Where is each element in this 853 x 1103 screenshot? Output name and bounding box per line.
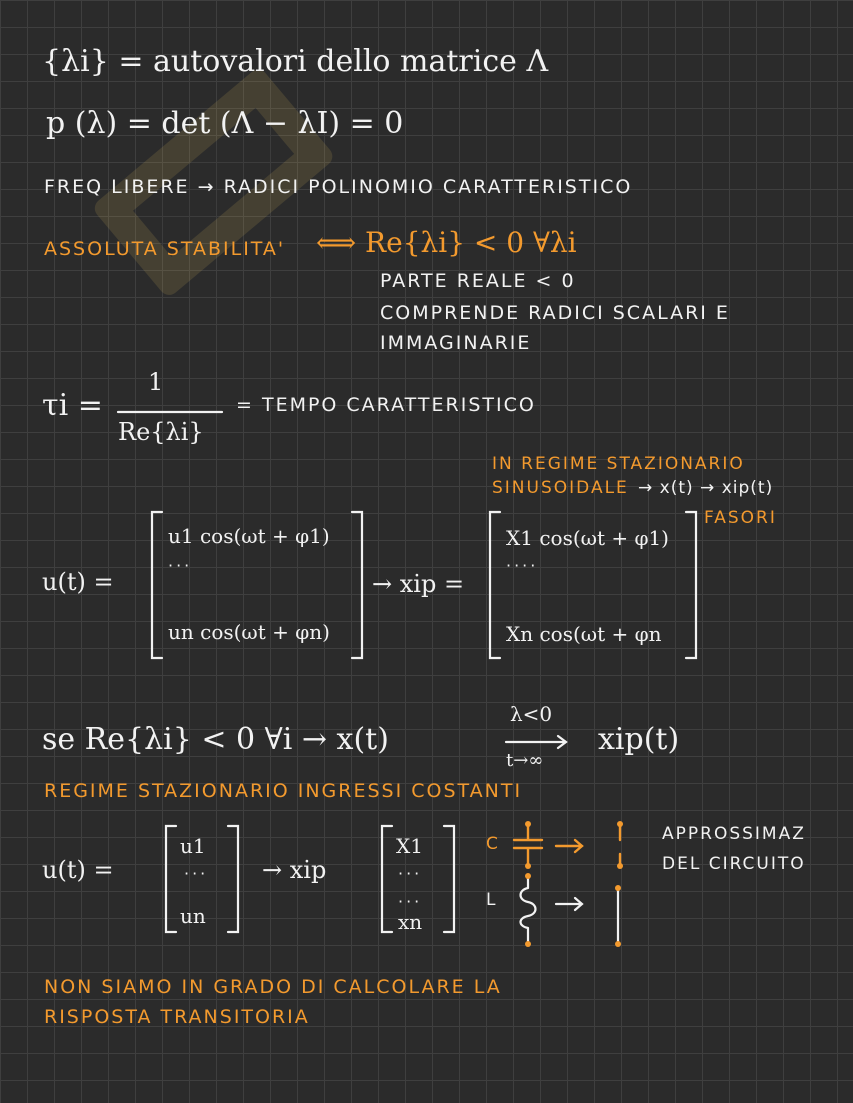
- open-circuit-dot-1: [617, 821, 623, 827]
- x-matrix-left-bracket: [490, 512, 500, 658]
- stability-condition: ⟺ Re{λi} < 0 ∀λi: [316, 226, 577, 259]
- inductor-arrow: [556, 898, 582, 910]
- phasors-label: FASORI: [704, 508, 777, 528]
- free-frequencies-line: FREQ LIBERE → RADICI POLINOMIO CARATTERISTICO: [44, 176, 633, 198]
- inductor-label: L: [486, 890, 498, 910]
- limit-condition-top: λ<0: [510, 702, 553, 726]
- capacitor-arrow: [556, 840, 582, 852]
- arrow-xip-2: → xip: [262, 856, 327, 884]
- u-row-1: u1 cos(ωt + φ1): [168, 524, 330, 548]
- real-part-note: PARTE REALE < 0: [380, 270, 576, 292]
- tau-numerator: 1: [148, 368, 164, 396]
- conclusion-line-2: RISPOSTA TRANSITORIA: [44, 1006, 310, 1028]
- u-of-t-lhs: u(t) =: [42, 568, 114, 596]
- capacitor-label: C: [486, 834, 500, 854]
- u2-left-bracket: [166, 826, 176, 932]
- u2-lhs: u(t) =: [42, 856, 114, 884]
- limit-arrow: [506, 736, 566, 748]
- u2-row-n: un: [180, 904, 206, 928]
- sinusoidal-label: SINUSOIDALE: [492, 478, 629, 498]
- short-circuit-dot-1: [615, 885, 621, 891]
- x-row-dots: ····: [506, 556, 539, 575]
- includes-roots-note: COMPRENDE RADICI SCALARI E: [380, 302, 730, 324]
- u-row-dots: ···: [168, 556, 193, 575]
- characteristic-polynomial: p (λ) = det (Λ − λI) = 0: [46, 106, 404, 141]
- capacitor-dot-1: [525, 821, 531, 827]
- x-row-n: Xn cos(ωt + φn: [506, 622, 662, 646]
- u-matrix-left-bracket: [152, 512, 162, 658]
- capacitor-symbol: [514, 824, 542, 866]
- x-matrix-right-bracket: [686, 512, 696, 658]
- x2-row-1: X1: [396, 834, 423, 858]
- open-circuit-dot-2: [617, 863, 623, 869]
- x-row-1: X1 cos(ωt + φ1): [506, 526, 669, 550]
- approximation-label-2: DEL CIRCUITO: [662, 854, 806, 874]
- limit-result: xip(t): [598, 722, 680, 757]
- convergence-condition: se Re{λi} < 0 ∀i → x(t): [42, 722, 389, 757]
- u-row-n: un cos(ωt + φn): [168, 620, 330, 644]
- u2-row-dots: ···: [184, 864, 209, 883]
- x2-row-dots-2: ···: [398, 892, 423, 911]
- inductor-dot-1: [525, 873, 531, 879]
- tau-denominator: Re{λi}: [118, 418, 204, 446]
- inductor-symbol: [521, 876, 536, 944]
- inductor-dot-2: [525, 941, 531, 947]
- arrow-to-xip: → xip =: [372, 570, 465, 598]
- capacitor-dot-2: [525, 863, 531, 869]
- absolute-stability-label: ASSOLUTA STABILITA': [44, 238, 286, 260]
- u2-row-1: u1: [180, 834, 206, 858]
- characteristic-time-label: = TEMPO CARATTERISTICO: [236, 394, 536, 416]
- constant-inputs-title: REGIME STAZIONARIO INGRESSI COSTANTI: [44, 780, 523, 802]
- sinusoidal-arrows: → x(t) → xip(t): [638, 478, 774, 498]
- limit-condition-bottom: t→∞: [506, 750, 544, 771]
- u2-right-bracket: [228, 826, 238, 932]
- x2-left-bracket: [382, 826, 392, 932]
- u-matrix-right-bracket: [352, 512, 362, 658]
- sinusoidal-regime-title: IN REGIME STAZIONARIO: [492, 454, 745, 474]
- conclusion-line-1: NON SIAMO IN GRADO DI CALCOLARE LA: [44, 976, 502, 998]
- tau-lhs: τi =: [42, 388, 103, 423]
- x2-row-dots: ···: [398, 864, 423, 883]
- short-circuit-dot-2: [615, 941, 621, 947]
- x2-row-n: xn: [398, 910, 423, 934]
- imaginary-note: IMMAGINARIE: [380, 332, 532, 354]
- approximation-label-1: APPROSSIMAZ: [662, 824, 806, 844]
- x2-right-bracket: [444, 826, 454, 932]
- eigenvalues-definition: {λi} = autovalori dello matrice Λ: [42, 44, 549, 79]
